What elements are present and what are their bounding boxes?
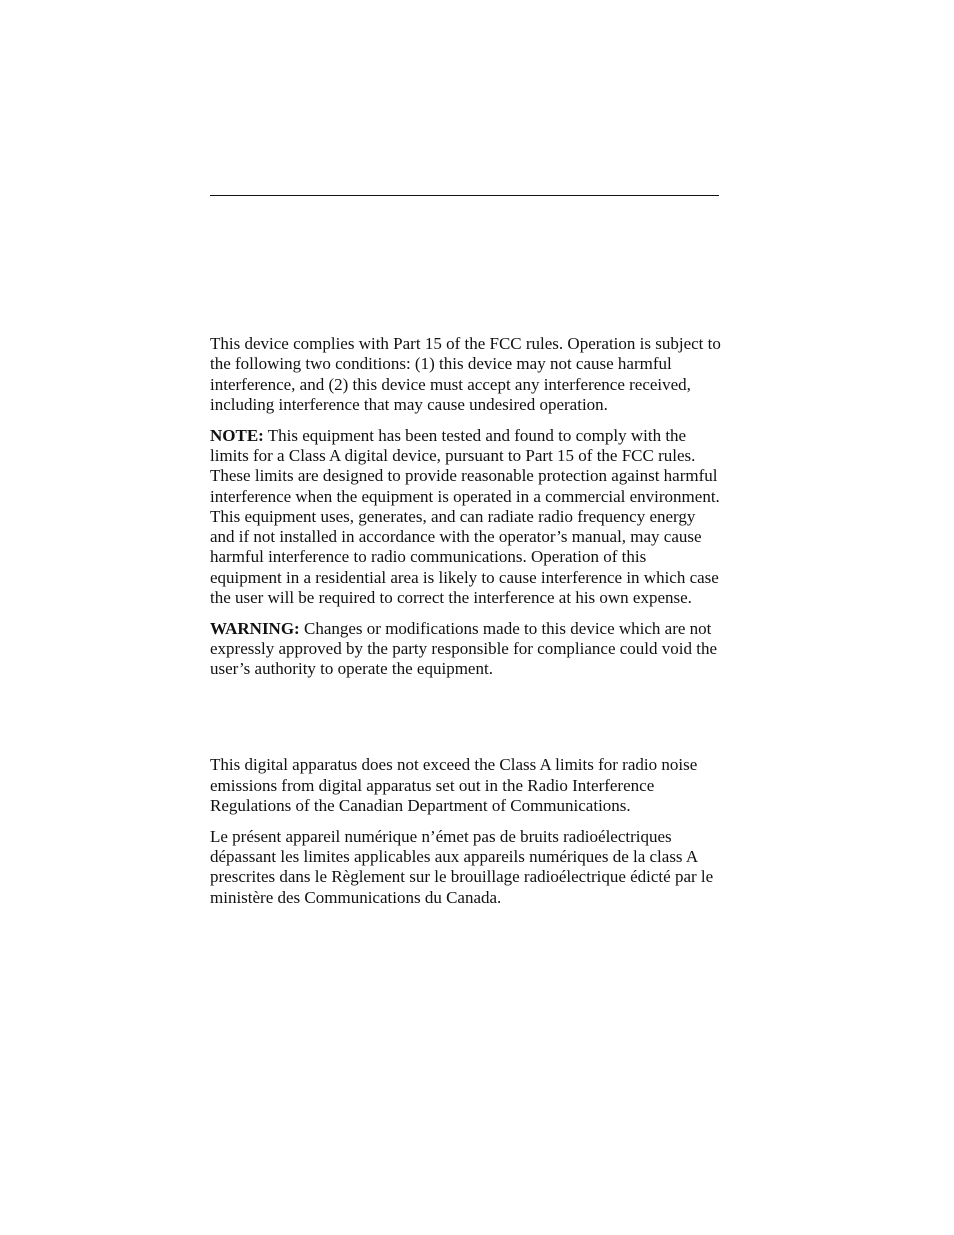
fcc-compliance-paragraph: This device complies with Part 15 of the FCC rules. Operation is subject to the following two conditions: (1) this device may not cause harmful interference, and (2) this device must accept any interference received, including interference that may cause undesired operation. xyxy=(210,334,721,414)
warning-text: Changes or modifications made to this device which are not expressly approved by the party responsible for compliance could void the user’s authority to operate the equipment. xyxy=(210,618,718,679)
note-label: NOTE: xyxy=(210,425,264,445)
fcc-note-paragraph xyxy=(210,426,722,609)
canada-french-paragraph: Le présent appareil numérique n’émet pas de bruits radioélectriques dépassant les limites applicables aux appareils numériques de la class A prescrites dans le Règlement sur le brouillage radioélectrique édicté par le ministère des Communications du Canada. xyxy=(210,826,714,907)
fcc-warning-paragraph xyxy=(210,619,722,680)
fcc-section xyxy=(210,334,722,680)
note-text: This equipment has been tested and found to comply with the limits for a Class A digital device, pursuant to Part 15 of the FCC rules. These limits are designed to provide reasonable protection against harmful interference when the equipment is operated in a commercial environment. This equipment uses, generates, and can radiate radio frequency energy and if not installed in accordance with the operator’s manual, may cause harmful interference to radio communications. Operation of this equipment in a residential area is likely to cause interference in which case the user will be required to correct the interference at his own expense. xyxy=(210,425,720,608)
header-rule xyxy=(210,195,719,196)
section-spacer xyxy=(210,690,722,755)
canada-english-paragraph: This digital apparatus does not exceed the Class A limits for radio noise emissions from digital apparatus set out in the Radio Interference Regulations of the Canadian Department of Communications. xyxy=(210,755,698,815)
document-body xyxy=(210,334,722,918)
canada-section xyxy=(210,755,722,908)
warning-label: WARNING: xyxy=(210,618,300,638)
